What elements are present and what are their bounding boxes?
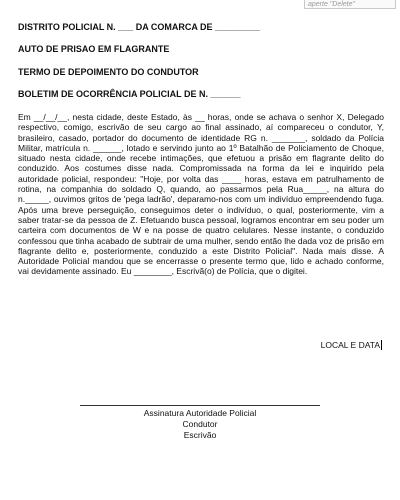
local-data-line[interactable] [321, 340, 382, 350]
signature-line [80, 405, 320, 406]
text-cursor [381, 340, 382, 350]
heading-distrito: DISTRITO POLICIAL N. ___ DA COMARCA DE _________ [18, 22, 261, 32]
heading-termo-depoimento: TERMO DE DEPOIMENTO DO CONDUTOR [18, 67, 199, 77]
signature-escrivao: Escrivão [183, 430, 217, 440]
heading-boletim: BOLETIM DE OCORRÊNCIA POLICIAL DE N. ______ [18, 89, 241, 99]
signature-autoridade: Assinatura Autoridade Policial [143, 408, 257, 418]
local-data-text: LOCAL E DATA [320, 340, 380, 350]
signature-condutor: Condutor [182, 419, 218, 429]
heading-auto-prisao: AUTO DE PRISAO EM FLAGRANTE [18, 44, 170, 54]
delete-hint: aperte "Delete" [304, 0, 396, 9]
document-body[interactable]: Em __/__/__, nesta cidade, deste Estado, às __ horas, onde se achava o senhor X, Delegado respectivo, comigo, escrivão de seu cargo ao final assinado, aí compareceu o condutor, Y, brasileiro, casado, portador do documento de identidade RG n. _______, soldado da Polícia Militar, matrícula n. ______, lotado e servindo junto ao 1º Batalhão de Policiamento de Choque, situado nesta cidade, onde recebe intimações, que efetuou a prisão em flagrante delito do conduzido. Aos costumes disse nada. Compromissada na forma da lei e inquirido pela autoridade policial, respondeu: "Hoje, por volta das ____ horas, estava em patrulhamento de rotina, na companhia do soldado Q, quando, ao passarmos pela Rua_____, na altura do n._____, ouvimos gritos de 'pega ladrão', deparamo-nos com um indivíduo empreendendo fuga. Após uma breve perseguição, conseguimos deter o indivíduo, o qual, posteriormente, vim a saber tratar-se da pessoa de Z. Efetuando busca pessoal, logramos encontrar em seu poder um carteira com documentos de W e na posse de quatro celulares. Nesse instante, o conduzido confessou que tinha acabado de subtrair de uma mulher, sendo então lhe dada voz de prisão em flagrante delito e, posteriormente, conduzido a este Distrito Policial". Nada mais disse. A Autoridade Policial mandou que se encerrasse o presente termo que, lido e achado conforme, vai devidamente assinado. Eu ________, Escrivã(o) de Polícia, que o digitei. [18, 112, 384, 277]
